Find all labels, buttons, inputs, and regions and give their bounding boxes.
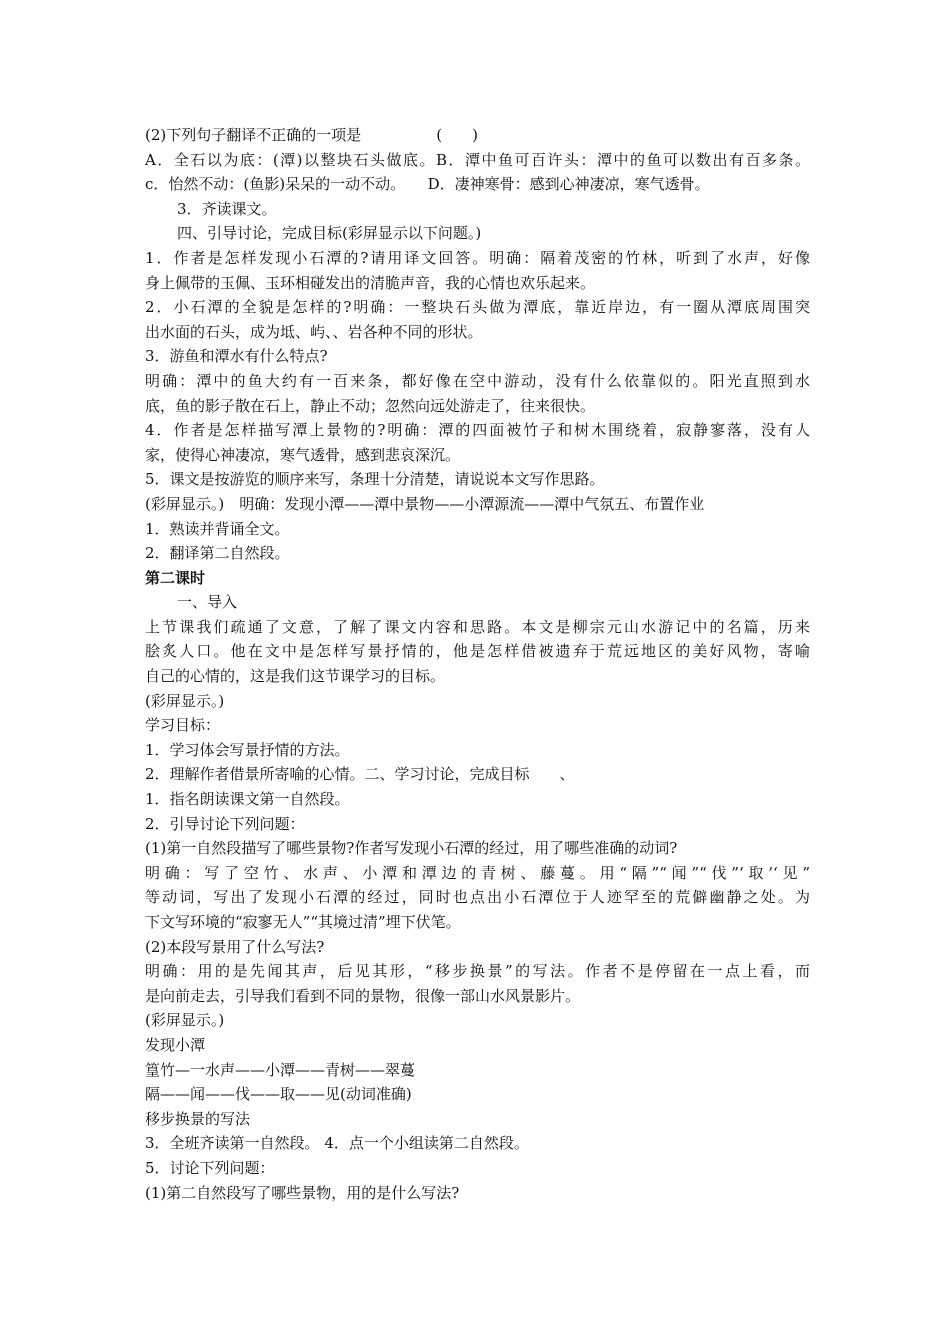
text-line: A．全石以为底：(潭)以整块石头做底。B．潭中鱼可百许头：潭中的鱼可以数出有百多条。 [145,150,810,169]
text-line: 3．齐读课文。 [177,199,277,218]
text-line: 移步换景的写法 [145,1109,251,1128]
text-line: (1)第二自然段写了哪些景物，用的是什么写法? [145,1183,460,1202]
text-line: 自己的心情的，这是我们这节课学习的目标。 [145,667,446,686]
text-line: 隔——闻——伐——取——见(动词准确) [145,1085,412,1104]
text-line: 1．学习体会写景抒情的方法。 [145,740,350,759]
text-line: 底，鱼的影子散在石上，静止不动；忽然向远处游走了，往来很快。 [145,396,596,415]
text-line: 2．引导讨论下列问题： [145,814,305,833]
text-line: 一、导入 [177,593,238,612]
text-line: 5．讨论下列问题： [145,1158,275,1177]
text-line: c．怡然不动：(鱼影)呆呆的一动不动。 D．凄神寒骨：感到心神凄凉，寒气透骨。 [145,175,710,194]
text-line: 2．翻译第二自然段。 [145,544,290,563]
text-line: 是向前走去，引导我们看到不同的景物，很像一部山水风景影片。 [145,986,581,1005]
text-line: 3．游鱼和潭水有什么特点? [145,347,328,366]
text-line: (彩屏显示。) [145,691,225,710]
text-line: 家，使得心神凄凉，寒气透骨，感到悲哀深沉。 [145,445,461,464]
text-line: (彩屏显示。) [145,1011,225,1030]
text-line: 1．指名朗读课文第一自然段。 [145,790,350,809]
text-line: 2．小石潭的全貌是怎样的?明确：一整块石头做为潭底，靠近岸边，有一圈从潭底周围突 [145,298,810,317]
text-line: 学习目标： [145,716,221,735]
text-line: (彩屏显示。) 明确：发现小潭——潭中景物——小潭源流——潭中气氛五、布置作业 [145,494,705,513]
text-line: 下文写环境的“寂寥无人”“其境过清”埋下伏笔。 [145,913,461,931]
text-line: 篁竹—一水声——小潭——青树——翠蔓 [145,1060,416,1079]
text-line: 5．课文是按游览的顺序来写，条理十分清楚，请说说本文写作思路。 [145,470,605,489]
text-line: 1．作者是怎样发现小石潭的?请用译文回答。明确：隔着茂密的竹林，听到了水声，好像 [145,248,810,267]
text-line: 1．熟读并背诵全文。 [145,519,290,538]
text-line: 四、引导讨论，完成目标(彩屏显示以下问题。) [177,224,482,243]
text-line: 2．理解作者借景所寄喻的心情。二、学习讨论，完成目标 、 [145,765,575,784]
text-line: (1)第一自然段描写了哪些景物?作者写发现小石潭的经过，用了哪些准确的动词? [145,839,678,858]
document-body [145,123,810,1205]
text-line: 上节课我们疏通了文意，了解了课文内容和思路。本文是柳宗元山水游记中的名篇，历来 [145,617,810,636]
text-line: 出水面的石头，成为坻、屿、、岩各种不同的形状。 [145,322,483,341]
text-line: 明确：用的是先闻其声，后见其形，“移步换景”的写法。作者不是停留在一点上看，而 [145,962,810,981]
text-line: 4．作者是怎样描写潭上景物的?明确：潭的四面被竹子和树木围绕着，寂静寥落，没有人 [145,421,810,440]
section-heading: 第二课时 [145,568,206,587]
text-line: 发现小潭 [145,1035,206,1054]
text-line: (2)本段写景用了什么写法? [145,937,325,956]
text-line: (2)下列句子翻译不正确的一项是 ( ) [145,126,478,144]
text-line: 明确：写了空竹、水声、小潭和潭边的青树、藤蔓。用“隔”“闻”“伐”‘取’‘见” [145,863,810,882]
text-line: 明确：潭中的鱼大约有一百来条，都好像在空中游动，没有什么依靠似的。阳光直照到水 [145,371,810,390]
text-line: 等动词，写出了发现小石潭的经过，同时也点出小石潭位于人迹罕至的荒僻幽静之处。为 [145,888,810,907]
text-line: 3．全班齐读第一自然段。 4．点一个小组读第二自然段。 [145,1134,529,1153]
text-line: 脍炙人口。他在文中是怎样写景抒情的，他是怎样借被遗弃于荒远地区的美好风物，寄喻 [145,642,810,661]
text-line: 身上佩带的玉佩、玉环相碰发出的清脆声音，我的心情也欢乐起来。 [145,273,596,292]
